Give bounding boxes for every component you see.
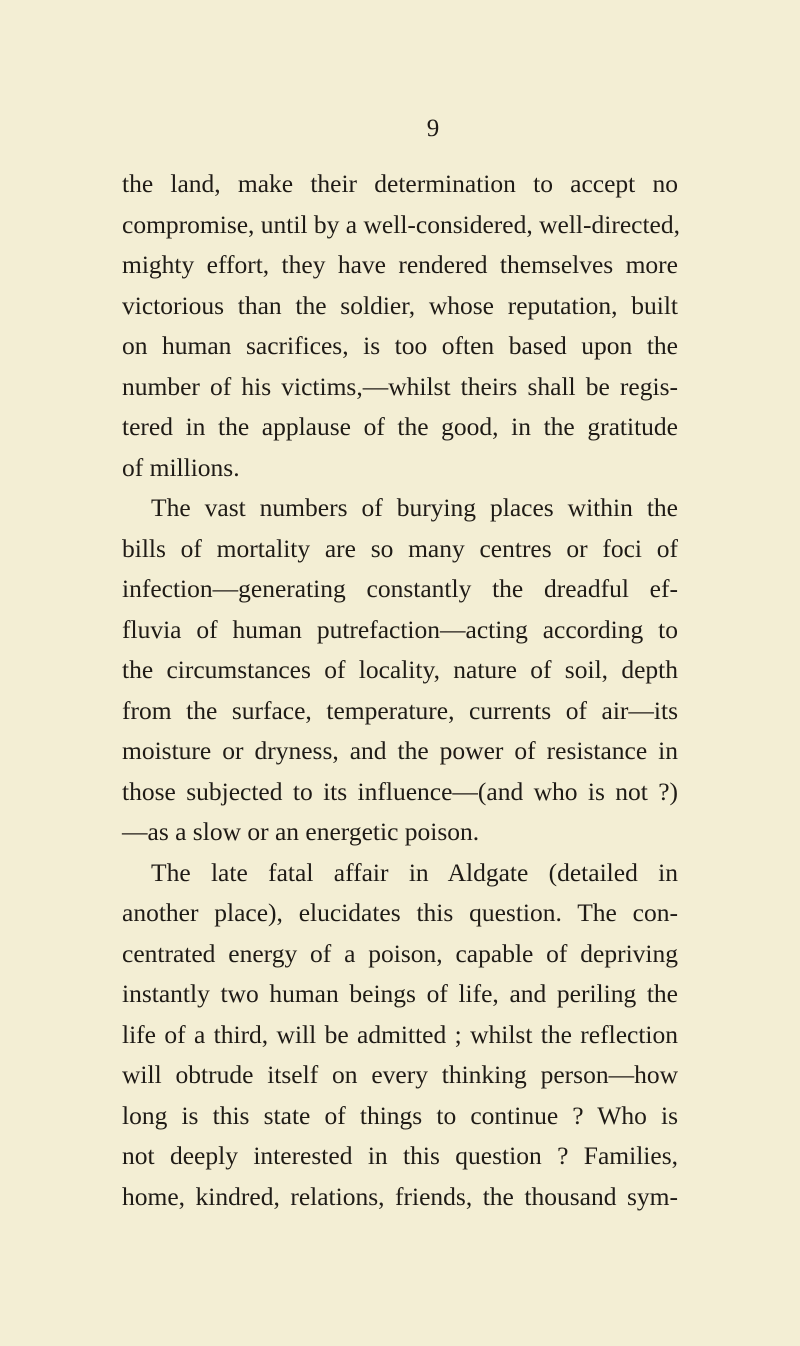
text-line: bills of mortality are so many centres or foci of bbox=[122, 533, 678, 563]
text-line: The vast numbers of burying places within the bbox=[151, 493, 678, 522]
text-line: home, kindred, relations, friends, the thousand sym- bbox=[122, 1181, 678, 1211]
text-line: not deeply interested in this question ? Families, bbox=[122, 1141, 678, 1170]
text-line: the circumstances of locality, nature of soil, depth bbox=[122, 655, 678, 684]
text-line: compromise, until by a well-considered, well-directed, bbox=[122, 209, 680, 239]
text-line: another place), elucidates this question. The con- bbox=[122, 898, 678, 927]
text-line: The late fatal affair in Aldgate (detailed in bbox=[151, 857, 678, 887]
text-line: tered in the applause of the good, in the gratitude bbox=[122, 412, 678, 441]
body-text bbox=[122, 164, 678, 1217]
text-line: centrated energy of a poison, capable of depriving bbox=[122, 938, 678, 968]
text-line: long is this state of things to continue ? Who is bbox=[122, 1100, 678, 1130]
text-line: —as a slow or an energetic poison. bbox=[122, 817, 480, 846]
text-line: of millions. bbox=[122, 452, 240, 482]
text-line: on human sacrifices, is too often based upon the bbox=[122, 331, 678, 360]
text-line: from the surface, temperature, currents of air—its bbox=[122, 695, 678, 725]
text-line: the land, make their determination to accept no bbox=[122, 169, 678, 198]
text-line: fluvia of human putrefaction—acting according to bbox=[122, 614, 678, 644]
text-line: moisture or dryness, and the power of resistance in bbox=[122, 736, 678, 765]
text-line: victorious than the soldier, whose reputation, built bbox=[122, 290, 678, 320]
text-line: instantly two human beings of life, and periling the bbox=[122, 979, 678, 1008]
text-line: will obtrude itself on every thinking person—how bbox=[122, 1060, 678, 1089]
text-line: life of a third, will be admitted ; whilst the reflection bbox=[122, 1019, 678, 1049]
text-line: infection—generating constantly the dreadful ef- bbox=[122, 574, 678, 603]
page-number: 9 bbox=[426, 115, 440, 142]
text-line: mighty effort, they have rendered themselves more bbox=[122, 250, 678, 279]
text-line: number of his victims,—whilst theirs shall be regis- bbox=[122, 371, 678, 401]
text-line: those subjected to its influence—(and who is not ?) bbox=[122, 776, 678, 806]
